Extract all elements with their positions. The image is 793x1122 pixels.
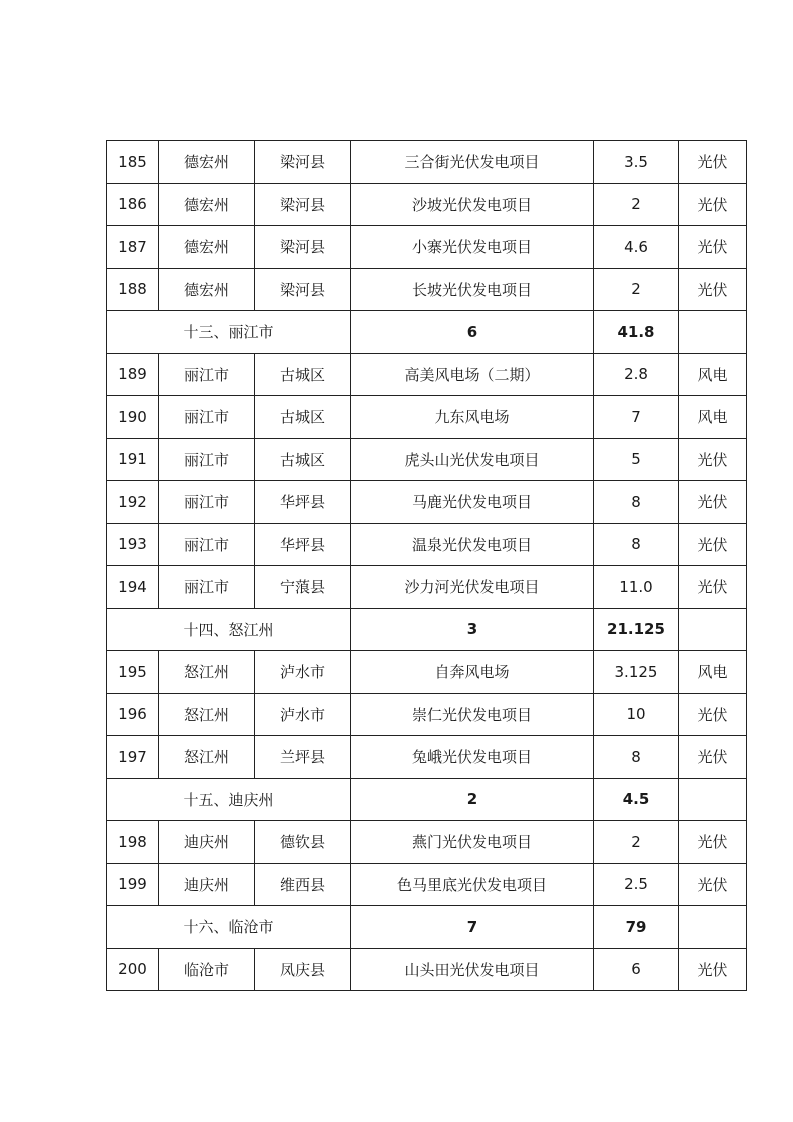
row-number: 198: [107, 821, 159, 864]
county-cell: 泸水市: [255, 651, 351, 694]
county-cell: 维西县: [255, 863, 351, 906]
capacity-cell: 5: [594, 438, 679, 481]
project-name-cell: 燕门光伏发电项目: [351, 821, 594, 864]
row-number: 197: [107, 736, 159, 779]
project-name-cell: 沙力河光伏发电项目: [351, 566, 594, 609]
row-number: 200: [107, 948, 159, 991]
region-cell: 丽江市: [159, 566, 255, 609]
energy-type-cell: 光伏: [679, 863, 747, 906]
county-cell: 古城区: [255, 438, 351, 481]
region-cell: 丽江市: [159, 396, 255, 439]
region-cell: 丽江市: [159, 353, 255, 396]
row-number: 190: [107, 396, 159, 439]
region-cell: 怒江州: [159, 651, 255, 694]
project-name-cell: 长坡光伏发电项目: [351, 268, 594, 311]
table-row: [107, 268, 747, 311]
table-row: [107, 863, 747, 906]
group-name: 十三、丽江市: [107, 311, 351, 354]
capacity-cell: 6: [594, 948, 679, 991]
energy-type-cell: 光伏: [679, 268, 747, 311]
project-name-cell: 崇仁光伏发电项目: [351, 693, 594, 736]
energy-type-cell: 光伏: [679, 566, 747, 609]
row-number: 191: [107, 438, 159, 481]
region-cell: 怒江州: [159, 693, 255, 736]
region-cell: 丽江市: [159, 438, 255, 481]
group-empty-cell: [679, 778, 747, 821]
table-row: [107, 948, 747, 991]
region-cell: 迪庆州: [159, 821, 255, 864]
table-row: [107, 226, 747, 269]
table-row: [107, 651, 747, 694]
row-number: 187: [107, 226, 159, 269]
county-cell: 泸水市: [255, 693, 351, 736]
group-header-row: [107, 311, 747, 354]
table-row: [107, 438, 747, 481]
project-name-cell: 色马里底光伏发电项目: [351, 863, 594, 906]
county-cell: 凤庆县: [255, 948, 351, 991]
region-cell: 迪庆州: [159, 863, 255, 906]
region-cell: 德宏州: [159, 268, 255, 311]
energy-type-cell: 光伏: [679, 948, 747, 991]
group-project-count: 7: [351, 906, 594, 949]
group-header-row: [107, 608, 747, 651]
project-name-cell: 沙坡光伏发电项目: [351, 183, 594, 226]
capacity-cell: 8: [594, 481, 679, 524]
energy-type-cell: 光伏: [679, 821, 747, 864]
county-cell: 华坪县: [255, 481, 351, 524]
project-name-cell: 马鹿光伏发电项目: [351, 481, 594, 524]
capacity-cell: 10: [594, 693, 679, 736]
region-cell: 德宏州: [159, 183, 255, 226]
group-empty-cell: [679, 311, 747, 354]
row-number: 192: [107, 481, 159, 524]
group-empty-cell: [679, 608, 747, 651]
energy-type-cell: 光伏: [679, 141, 747, 184]
energy-type-cell: 光伏: [679, 523, 747, 566]
capacity-cell: 8: [594, 736, 679, 779]
county-cell: 华坪县: [255, 523, 351, 566]
project-name-cell: 自奔风电场: [351, 651, 594, 694]
project-table-body: [107, 141, 747, 991]
capacity-cell: 4.6: [594, 226, 679, 269]
table-row: [107, 523, 747, 566]
group-name: 十五、迪庆州: [107, 778, 351, 821]
table-row: [107, 736, 747, 779]
capacity-cell: 2: [594, 183, 679, 226]
county-cell: 兰坪县: [255, 736, 351, 779]
project-name-cell: 高美风电场（二期）: [351, 353, 594, 396]
capacity-cell: 2: [594, 821, 679, 864]
energy-type-cell: 光伏: [679, 438, 747, 481]
capacity-cell: 3.5: [594, 141, 679, 184]
project-table: [106, 140, 747, 991]
capacity-cell: 2: [594, 268, 679, 311]
county-cell: 德钦县: [255, 821, 351, 864]
row-number: 195: [107, 651, 159, 694]
group-total-capacity: 4.5: [594, 778, 679, 821]
table-row: [107, 566, 747, 609]
county-cell: 梁河县: [255, 268, 351, 311]
project-name-cell: 九东风电场: [351, 396, 594, 439]
row-number: 188: [107, 268, 159, 311]
row-number: 196: [107, 693, 159, 736]
energy-type-cell: 光伏: [679, 183, 747, 226]
group-total-capacity: 79: [594, 906, 679, 949]
table-row: [107, 481, 747, 524]
group-project-count: 6: [351, 311, 594, 354]
row-number: 185: [107, 141, 159, 184]
group-project-count: 2: [351, 778, 594, 821]
capacity-cell: 8: [594, 523, 679, 566]
region-cell: 丽江市: [159, 523, 255, 566]
table-row: [107, 693, 747, 736]
row-number: 194: [107, 566, 159, 609]
table-row: [107, 353, 747, 396]
region-cell: 丽江市: [159, 481, 255, 524]
region-cell: 临沧市: [159, 948, 255, 991]
project-name-cell: 三合街光伏发电项目: [351, 141, 594, 184]
project-name-cell: 虎头山光伏发电项目: [351, 438, 594, 481]
capacity-cell: 2.8: [594, 353, 679, 396]
table-row: [107, 141, 747, 184]
project-name-cell: 温泉光伏发电项目: [351, 523, 594, 566]
row-number: 199: [107, 863, 159, 906]
table-row: [107, 396, 747, 439]
row-number: 186: [107, 183, 159, 226]
row-number: 189: [107, 353, 159, 396]
region-cell: 德宏州: [159, 226, 255, 269]
region-cell: 德宏州: [159, 141, 255, 184]
capacity-cell: 2.5: [594, 863, 679, 906]
project-name-cell: 兔峨光伏发电项目: [351, 736, 594, 779]
table-row: [107, 183, 747, 226]
energy-type-cell: 光伏: [679, 693, 747, 736]
region-cell: 怒江州: [159, 736, 255, 779]
group-project-count: 3: [351, 608, 594, 651]
group-empty-cell: [679, 906, 747, 949]
capacity-cell: 7: [594, 396, 679, 439]
group-header-row: [107, 778, 747, 821]
energy-type-cell: 风电: [679, 353, 747, 396]
row-number: 193: [107, 523, 159, 566]
county-cell: 古城区: [255, 353, 351, 396]
energy-type-cell: 光伏: [679, 736, 747, 779]
capacity-cell: 3.125: [594, 651, 679, 694]
county-cell: 宁蒗县: [255, 566, 351, 609]
county-cell: 梁河县: [255, 226, 351, 269]
table-row: [107, 821, 747, 864]
county-cell: 古城区: [255, 396, 351, 439]
energy-type-cell: 风电: [679, 651, 747, 694]
project-name-cell: 山头田光伏发电项目: [351, 948, 594, 991]
county-cell: 梁河县: [255, 183, 351, 226]
energy-type-cell: 风电: [679, 396, 747, 439]
project-name-cell: 小寨光伏发电项目: [351, 226, 594, 269]
capacity-cell: 11.0: [594, 566, 679, 609]
energy-type-cell: 光伏: [679, 481, 747, 524]
group-total-capacity: 41.8: [594, 311, 679, 354]
group-name: 十四、怒江州: [107, 608, 351, 651]
energy-type-cell: 光伏: [679, 226, 747, 269]
group-name: 十六、临沧市: [107, 906, 351, 949]
group-total-capacity: 21.125: [594, 608, 679, 651]
group-header-row: [107, 906, 747, 949]
county-cell: 梁河县: [255, 141, 351, 184]
